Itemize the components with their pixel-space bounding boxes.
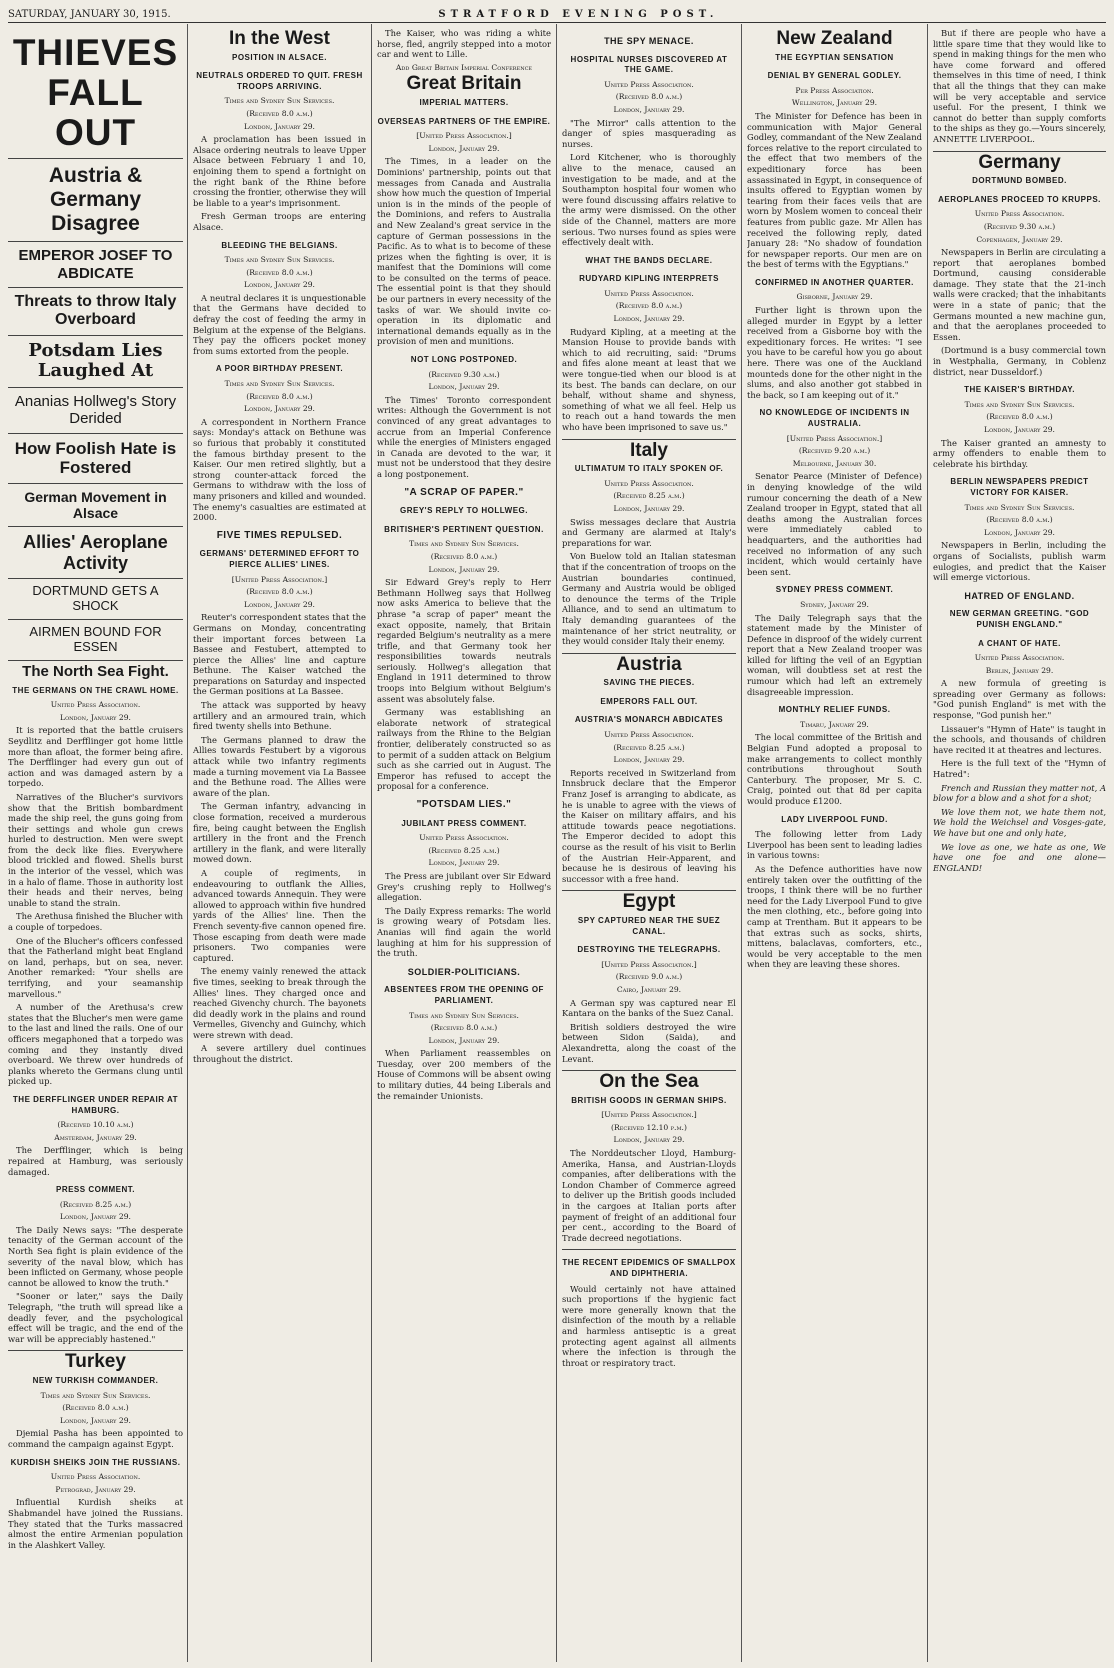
received: (Received 8.0 a.m.) bbox=[615, 301, 683, 311]
dateline: London, January 29. bbox=[613, 314, 685, 324]
dateline: Petrograd, January 29. bbox=[55, 1484, 136, 1494]
dateline: Sydney, January 29. bbox=[800, 599, 869, 609]
section-new-zealand: New Zealand bbox=[776, 28, 893, 49]
received: (Received 8.0 a.m.) bbox=[430, 1023, 498, 1033]
byline: United Press Association. bbox=[604, 730, 694, 740]
section-turkey: Turkey bbox=[65, 1351, 126, 1373]
paragraph: The Daily Telegraph says that the statement made by the Minister of Defence in disproof of the widely current report that a New Zealand trooper was killed for lifting the veil of an Egyptian woman, will doubtless set at rest the rumour which had left an extremely disagreeable impression. bbox=[747, 612, 922, 697]
headline-potsdam: Potsdam Lies Laughed At bbox=[8, 336, 183, 388]
byline: [United Press Association.] bbox=[786, 433, 883, 443]
column-6 bbox=[933, 28, 1106, 1662]
subhead: OVERSEAS PARTNERS OF THE EMPIRE. bbox=[377, 116, 551, 126]
byline: United Press Association. bbox=[974, 653, 1065, 663]
received: (Received 9.30 a.m.) bbox=[983, 221, 1056, 231]
paragraph: Influential Kurdish sheiks at Shabmandel have joined the Russians. They stated that the Turks massacred almost the entire Armenian population in the Alashkert Valley. bbox=[8, 1497, 183, 1550]
headline-essen: AIRMEN BOUND FOR ESSEN bbox=[8, 620, 183, 661]
subhead: BRITISHER'S PERTINENT QUESTION. bbox=[384, 524, 544, 534]
masthead-title: STRATFORD EVENING POST. bbox=[438, 8, 719, 20]
note: Add Great Britain Imperial Conference bbox=[395, 62, 533, 72]
subhead: LADY LIVERPOOL FUND. bbox=[781, 814, 888, 824]
masthead-date: SATURDAY, JANUARY 30, 1915. bbox=[8, 8, 171, 20]
section-italy: Italy bbox=[629, 439, 669, 461]
paragraph: Von Buelow told an Italian statesman that if the concentration of troops on the Austrian boundaries continued, Germany and Austria would be obliged to denounce the terms of the Triple Alliance, and to send an ultimatum to Italy demanding guarantees of the maintenance of her strict neutrality, or they would consider Italy their enemy. bbox=[562, 551, 736, 647]
subhead: "A SCRAP OF PAPER." bbox=[404, 486, 524, 498]
subhead: RUDYARD KIPLING INTERPRETS bbox=[579, 274, 719, 284]
dateline: London, January 29. bbox=[60, 712, 131, 722]
paragraph: Reports received in Switzerland from Innsbruck declare that the Emperor Franz Josef is arranging to abdicate, as he is unable to agree with the views of the Kaiser on military affairs, and his attitude towards peace negotiations. The Emperor decided to adopt this course as the result of his visit to Berlin of the Austrian Heir-Apparent, and because he is desirous of leaving his successor with a free hand. bbox=[562, 767, 736, 884]
dateline: London, January 29. bbox=[60, 1415, 131, 1425]
dateline: London, January 29. bbox=[244, 404, 315, 414]
paragraph: When Parliament reassembles on Tuesday, over 200 members of the House of Commons will be absent owing to military duties, 44 being Liberals and the remainder Unionists. bbox=[377, 1048, 551, 1101]
paragraph: Narratives of the Blucher's survivors show that the British bombardment made the ship reel, the guns going from their settings and whole gun crews hurled to destruction. Men were swept from the deck like flies. Everywhere blood trickled and flowed. Shells burst in the interior of the vessel, which was in a halo of flame. Those in authority lost their heads and their nerves, being unable to stand the strain. bbox=[8, 791, 183, 908]
received: (Received 8.25 a.m.) bbox=[613, 742, 685, 752]
subhead: SOLDIER-POLITICIANS. bbox=[407, 966, 521, 977]
dateline: Berlin, January 29. bbox=[985, 665, 1054, 675]
received: (Received 8.0 a.m.) bbox=[430, 551, 498, 561]
subhead: POSITION IN ALSACE. bbox=[232, 52, 327, 62]
subhead: NEUTRALS ORDERED TO QUIT. FRESH TROOPS ARRIVING. bbox=[196, 71, 363, 91]
dateline: Cairo, January 29. bbox=[616, 984, 682, 994]
verse: We love them not, we hate them not, We hold the Weichsel and Vosges-gate, We have but one and only hate, bbox=[933, 806, 1106, 838]
subhead: THE SPY MENACE. bbox=[604, 36, 694, 46]
byline: Times and Sydney Sun Services. bbox=[409, 539, 519, 549]
section-germany: Germany bbox=[978, 151, 1061, 173]
received: (Received 8.0 a.m.) bbox=[62, 1403, 129, 1413]
received: (Received 12.10 p.m.) bbox=[611, 1122, 687, 1132]
paragraph: The local committee of the British and Belgian Fund adopted a proposal to make arrangements to collect monthly contributions throughout South Canterbury. The proposer, Mr S. C. Craig, pointed out that 8d per capita would produce £1200. bbox=[747, 732, 922, 806]
subhead: BRITISH GOODS IN GERMAN SHIPS. bbox=[571, 1095, 727, 1105]
section-great-britain: Great Britain bbox=[406, 73, 522, 95]
subhead: NOT LONG POSTPONED. bbox=[410, 355, 518, 365]
byline: United Press Association. bbox=[604, 79, 694, 89]
subhead: GREY'S REPLY TO HOLLWEG. bbox=[400, 506, 528, 516]
paragraph: The Times' Toronto correspondent writes: Although the Government is not convinced of any great advantages to accrue from an Imperial Conference while the energies of Ministers engaged in Canada are devoted to the war, it must not be understood that they desire a long postponement. bbox=[377, 394, 551, 479]
dateline: London, January 29. bbox=[428, 564, 500, 574]
paragraph: The Derfflinger, which is being repaired at Hamburg, was seriously damaged. bbox=[8, 1145, 183, 1177]
subhead: HOSPITAL NURSES DISCOVERED AT THE GAME. bbox=[570, 54, 728, 75]
byline: Times and Sydney Sun Services. bbox=[40, 1390, 151, 1400]
dateline: London, January 29. bbox=[984, 527, 1055, 537]
paragraph: It is reported that the battle cruisers Seydlitz and Derfflinger got home little more than afloat, the former being afire. The Derfflinger had every gun out of action and was damaged astern by a torpedo. bbox=[8, 725, 183, 789]
subhead: A CHANT OF HATE. bbox=[978, 638, 1061, 648]
verse: We love as one, we hate as one, We have one foe and one alone—ENGLAND! bbox=[933, 841, 1106, 873]
verse: French and Russian they matter not, A blow for a blow and a shot for a shot; bbox=[933, 782, 1106, 804]
subhead: THE EGYPTIAN SENSATION bbox=[775, 52, 894, 62]
paragraph: The enemy vainly renewed the attack five times, seeking to break through the Allies' lines. They charged once and reached Givenchy church. The bayonets did deadly work in the plains and round Vermelles, Givenchy and Guinchy, which were strewn with dead. bbox=[193, 966, 366, 1040]
paragraph: Germany was establishing an elaborate network of strategical railways from the Rhine to the Belgian frontier, deliberately constructed so as to permit of a sudden attack on Belgium such as she carried out in August. The Emperor has refused to accept the proposal for a conference. bbox=[377, 707, 551, 792]
paragraph: A couple of regiments, in endeavouring to outflank the Allies, advanced towards Annequin. They were allowed to approach within five hundred yards of the Allies' line. Then the French seventy-five cannon opened fire. Those escaping from death were made prisoners. Two companies were captured. bbox=[193, 867, 366, 963]
byline: [United Press Association.] bbox=[231, 574, 328, 584]
dateline: London, January 29. bbox=[60, 1212, 131, 1222]
subhead: DENIAL BY GENERAL GODLEY. bbox=[767, 71, 902, 81]
paragraph: Senator Pearce (Minister of Defence) in denying knowledge of the wild rumour concerning the death of a New Zealand trooper in Egypt, stated that all deaths among the Australian forces were immediately cabled to headquarters, and the authorities had received no information of any such incident, which would certainly have been sent. bbox=[747, 471, 922, 577]
headline-alsace: German Movement in Alsace bbox=[8, 484, 183, 527]
subhead: FIVE TIMES REPULSED. bbox=[216, 529, 343, 541]
subhead: PRESS COMMENT. bbox=[55, 1185, 135, 1195]
paragraph: A new formula of greeting is spreading over Germany as follows: "God punish England" is met with the response, "God punish her." bbox=[933, 678, 1106, 721]
paragraph: The following letter from Lady Liverpool has been sent to leading ladies in various towns: bbox=[747, 829, 922, 861]
section-north-sea: The North Sea Fight. bbox=[22, 662, 169, 680]
byline: Times and Sydney Sun Services. bbox=[224, 379, 335, 389]
dateline: Wellington, January 29. bbox=[791, 98, 878, 108]
subhead: NEW TURKISH COMMANDER. bbox=[32, 1376, 159, 1386]
headline-italy: Threats to throw Italy Overboard bbox=[8, 288, 183, 336]
paragraph: As the Defence authorities have now entirely taken over the outfitting of the troops, I think there will be no further need for the Lady Liverpool Fund to give the men clothing, etc., before going into camp at Trentham. But it appears to be that extras such as socks, shirts, mittens, balaclavas, comforters, etc., would be very acceptable to the men when they are leaving these shores. bbox=[747, 863, 922, 970]
received: (Received 9.20 a.m.) bbox=[798, 446, 871, 456]
masthead bbox=[8, 6, 1106, 23]
byline: Per Press Association. bbox=[795, 85, 874, 95]
received: (Received 8.0 a.m.) bbox=[246, 267, 313, 277]
paragraph: Sir Edward Grey's reply to Herr Bethmann Hollweg says that Hollweg now asks America to believe that the phrase "a scrap of paper" meant the exact opposite, namely, that Britain regarded Belgium's neutrality as a mere trifle, and that Germany took her responsibilities towards neutrals seriously. Hollweg's allegation that England in 1911 determined to throw troops into Belgium without Belgium's assent was absolutely false. bbox=[377, 577, 551, 704]
byline: Times and Sydney Sun Services. bbox=[409, 1010, 519, 1020]
subhead: KURDISH SHEIKS JOIN THE RUSSIANS. bbox=[10, 1457, 181, 1467]
subhead: JUBILANT PRESS COMMENT. bbox=[401, 818, 527, 828]
paragraph: "Sooner or later," says the Daily Telegraph, "the truth will spread like a deadly fever, and the psychological effect will be tragic, and the end of the war will be appreciably hastened." bbox=[8, 1291, 183, 1344]
subhead: NEW GERMAN GREETING. "GOD PUNISH ENGLAND." bbox=[949, 609, 1090, 629]
dateline: London, January 29. bbox=[244, 599, 315, 609]
byline: United Press Association. bbox=[419, 833, 509, 843]
dateline: London, January 29. bbox=[613, 1135, 685, 1145]
received: (Received 8.0 a.m.) bbox=[986, 412, 1053, 422]
paragraph: A severe artillery duel continues throughout the district. bbox=[193, 1043, 366, 1065]
subhead: AUSTRIA'S MONARCH ABDICATES bbox=[574, 715, 724, 725]
paragraph: Reuter's correspondent states that the Germans on Monday, concentrating their important forces between La Bassee and Festubert, attempted to pierce the Allies' line and capture Bethune. The Kaiser watched the preparations on Saturday and inspected the German positions at La Bassee. bbox=[193, 612, 366, 697]
dateline: London, January 29. bbox=[428, 858, 500, 868]
dateline: London, January 29. bbox=[428, 143, 500, 153]
paragraph: A correspondent in Northern France says: Monday's attack on Bethune was so furious that probably it constituted the famous birthday present to the Kaiser. Our men retired slightly, but a strong counter-attack forced the Germans to withdraw with the loss of many prisoners and killed and wounded. The enemy's casualties are estimated at 2000. bbox=[193, 416, 366, 523]
subhead: ULTIMATUM TO ITALY SPOKEN OF. bbox=[574, 464, 724, 474]
paragraph: The Arethusa finished the Blucher with a couple of torpedoes. bbox=[8, 911, 183, 933]
subhead: CONFIRMED IN ANOTHER QUARTER. bbox=[755, 277, 914, 287]
received: (Received 8.0 a.m.) bbox=[246, 391, 313, 401]
paragraph: A neutral declares it is unquestionable that the Germans have decided to defray the cost of feeding the army in Belgium at the expense of the Belgians. They pay the officers pocket money from sums extorted from the people. bbox=[193, 292, 366, 356]
byline: United Press Association. bbox=[50, 1472, 141, 1482]
dateline: Melbourne, January 30. bbox=[792, 458, 877, 468]
byline: United Press Association. bbox=[604, 288, 694, 298]
received: (Received 8.25 a.m.) bbox=[613, 491, 685, 501]
subhead: DORTMUND BOMBED. bbox=[972, 176, 1067, 186]
paragraph: The attack was supported by heavy artillery and an armoured train, which fired twenty shells into Bethune. bbox=[193, 700, 366, 732]
dateline: London, January 29. bbox=[428, 1035, 500, 1045]
paragraph: A German spy was captured near El Kantara on the banks of the Suez Canal. bbox=[562, 997, 736, 1019]
headline-dortmund: DORTMUND GETS A SHOCK bbox=[8, 579, 183, 620]
subhead: AEROPLANES PROCEED TO KRUPPS. bbox=[938, 194, 1101, 204]
paragraph: Further light is thrown upon the alleged murder in Egypt by a letter received from a Gisborne boy with the expeditionary forces. He writes: "I see you have to be careful how you go about here. There was one of the Auckland mounteds done for the other night in the slums, and also another got stabbed in the back, so I am keeping out of it." bbox=[747, 305, 922, 400]
received: (Received 8.25 a.m.) bbox=[59, 1199, 132, 1209]
received: (Received 8.0 a.m.) bbox=[246, 108, 313, 118]
subhead: THE GERMANS ON THE CRAWL HOME. bbox=[12, 685, 179, 695]
headline-austria-germany: Austria & Germany Disagree bbox=[8, 159, 183, 242]
paragraph: Rudyard Kipling, at a meeting at the Mansion House to provide bands with which to aid recruiting, said: "Drums and fifes alone meant at least that we were tongue-tied when our blood is at its best. The bands can declare, on our behalf, without shame and shyness, something of what we all feel. Help us to reach out a hand towards the men who have been imprisoned to save us." bbox=[562, 326, 736, 432]
paragraph: The German infantry, advancing in close formation, received a murderous fire, being caught between the English artillery in the front and the French artillery in the flank, and were literally mowed down. bbox=[193, 801, 366, 865]
subhead: WHAT THE BANDS DECLARE. bbox=[585, 255, 713, 265]
paragraph: The Norddeutscher Lloyd, Hamburg-Amerika, Hansa, and Austrian-Lloyds companies, after deliberations with the London Chamber of Commerce agreed to deliver up the British goods included in the cargoes at Italian ports after payment of freight of an additional four per cent., according to the Board of Trade decreed negotiations. bbox=[562, 1148, 736, 1243]
paragraph: The Germans planned to draw the Allies towards Festubert by a vigorous attack while two infantry regiments made a turning movement via La Bassee and the Bethune road. The Allies were aware of the plan. bbox=[193, 734, 366, 798]
dateline: Copenhagen, January 29. bbox=[976, 234, 1063, 244]
paragraph: Swiss messages declare that Austria and Germany are alarmed at Italy's preparations for war. bbox=[562, 516, 736, 548]
paragraph: The Kaiser, who was riding a white horse, fled, angrily stepped into a motor car and went to Lille. bbox=[377, 28, 551, 60]
paragraph: The Kaiser granted an amnesty to army offenders to enable them to celebrate his birthday. bbox=[933, 437, 1106, 469]
dateline: London, January 29. bbox=[613, 755, 685, 765]
paragraph: Here is the full text of the "Hymn of Hatred": bbox=[933, 758, 1106, 780]
subhead: IMPERIAL MATTERS. bbox=[419, 97, 509, 107]
subhead: SAVING THE PIECES. bbox=[603, 678, 695, 688]
column-4 bbox=[562, 28, 736, 1662]
byline: Times and Sydney Sun Services. bbox=[224, 96, 335, 106]
subhead: BERLIN NEWSPAPERS PREDICT VICTORY FOR KAISER. bbox=[950, 477, 1089, 497]
subhead: BLEEDING THE BELGIANS. bbox=[221, 240, 338, 250]
dateline: London, January 29. bbox=[428, 382, 500, 392]
byline: Times and Sydney Sun Services. bbox=[964, 502, 1075, 512]
subhead: SPY CAPTURED NEAR THE SUEZ CANAL. bbox=[577, 915, 721, 936]
paragraph: The Daily Express remarks: The world is growing weary of Potsdam lies. Ananias will find again the world laughing at him for his suppression of the truth. bbox=[377, 905, 551, 959]
subhead: MONTHLY RELIEF FUNDS. bbox=[778, 705, 891, 715]
subhead: DESTROYING THE TELEGRAPHS. bbox=[577, 945, 721, 955]
received: (Received 8.0 a.m.) bbox=[615, 92, 683, 102]
byline: Times and Sydney Sun Services. bbox=[224, 255, 335, 265]
paragraph: Would certainly not have attained such proportions if the hygienic fact were more generally known that the disinfection of the mouth by a reliable and harmless antiseptic is a great protecting agent against all ailments where the infection is through the throat or respiratory tract. bbox=[562, 1283, 736, 1368]
section-in-the-west: In the West bbox=[229, 28, 330, 49]
subhead: EMPERORS FALL OUT. bbox=[600, 696, 698, 706]
received: (Received 9.30 a.m.) bbox=[428, 369, 500, 379]
received: (Received 8.0 a.m.) bbox=[986, 515, 1053, 525]
byline: [United Press Association.] bbox=[601, 959, 697, 969]
paragraph: Newspapers in Berlin, including the organs of Socialists, publish warm eulogies, and predict that the Kaiser will emerge victorious. bbox=[933, 540, 1106, 583]
dateline: Timaru, January 29. bbox=[800, 719, 869, 729]
paragraph: The Daily News says: "The desperate tenacity of the German account of the North Sea fight is plain evidence of the severity of the naval blow, which has been inflicted on Germany, whose people cannot be allowed to know the truth." bbox=[8, 1224, 183, 1288]
subhead: ABSENTEES FROM THE OPENING OF PARLIAMENT. bbox=[384, 985, 544, 1005]
paragraph: Fresh German troops are entering Alsace. bbox=[193, 211, 366, 232]
subhead: A POOR BIRTHDAY PRESENT. bbox=[215, 364, 344, 374]
dateline: London, January 29. bbox=[613, 104, 685, 114]
subhead: HATRED OF ENGLAND. bbox=[964, 590, 1075, 601]
byline: Times and Sydney Sun Services. bbox=[964, 399, 1075, 409]
received: (Received 9.0 a.m.) bbox=[615, 972, 683, 982]
paragraph: (Dortmund is a busy commercial town in Westphalia, Germany, in Coblenz district, near Dusseldorf.) bbox=[933, 345, 1106, 377]
section-on-the-sea: On the Sea bbox=[599, 1071, 699, 1093]
paragraph: The Times, in a leader on the Dominions' partnership, points out that messages from Canada and Australia show how much the question of Imperial union is in the minds of the people of the Dominions, and refers to Australia and New Zealand's great service in the capture of German possessions in the Pacific. As to what is to become of these prizes when the fighting is over, it is manifest that the Dominions will come to be consulted on the terms of peace. The essential point is that they should be our partners in every necessity of the tasks of war. We should invite co-operation in its diplomatic and international demands equally as in the provision of men and munitions. bbox=[377, 156, 551, 347]
received: (Received 8.25 a.m.) bbox=[428, 845, 500, 855]
received: (Received 10.10 a.m.) bbox=[57, 1120, 134, 1130]
column-5 bbox=[747, 28, 922, 1662]
headline-foolish-hate: How Foolish Hate is Fostered bbox=[8, 434, 183, 484]
paragraph: Newspapers in Berlin are circulating a report that aeroplanes bombed Dortmund, causing considerable damage. They state that the 21-inch walls were cracked; that the inhabitants were in a state of panic; that the Germans mounted a new machine gun, and that the aeroplanes proceeded to Essen. bbox=[933, 247, 1106, 342]
headline-aeroplane: Allies' Aeroplane Activity bbox=[8, 527, 183, 579]
column-3 bbox=[377, 28, 551, 1662]
section-egypt: Egypt bbox=[622, 891, 676, 913]
dateline: Gisborne, January 29. bbox=[796, 292, 873, 302]
headline-hollweg: Ananias Hollweg's Story Derided bbox=[8, 388, 183, 434]
byline: [United Press Association.] bbox=[601, 1110, 697, 1120]
dateline: London, January 29. bbox=[984, 425, 1055, 434]
paragraph: A proclamation has been issued in Alsace ordering neutrals to leave Upper Alsace between February 1 and 10, enjoining them to spend a fortnight on the right bank of the Rhine before crossing the frontier, otherwise they will be liable to a year's imprisonment. bbox=[193, 134, 366, 208]
subhead: THE KAISER'S BIRTHDAY. bbox=[964, 385, 1075, 395]
column-2 bbox=[193, 28, 366, 1662]
subhead: NO KNOWLEDGE OF INCIDENTS IN AUSTRALIA. bbox=[759, 408, 910, 428]
byline: [United Press Association.] bbox=[416, 131, 512, 141]
paragraph: One of the Blucher's officers confessed that the Fatherland might beat England on land, perhaps, but on sea, never. Another remarked: "Your shells are terrifying, and your seamanship marvellous." bbox=[8, 935, 183, 999]
subhead: THE DERFFLINGER UNDER REPAIR AT HAMBURG. bbox=[12, 1094, 179, 1115]
paragraph: British soldiers destroyed the wire between Sidon (Saida), and Alexandretta, along the coast of the Levant. bbox=[562, 1021, 736, 1064]
headline-emperor-josef: EMPEROR JOSEF TO ABDICATE bbox=[8, 242, 183, 288]
paragraph: The Press are jubilant over Sir Edward Grey's crushing reply to Hollweg's allegation. bbox=[377, 870, 551, 903]
dateline: London, January 29. bbox=[244, 280, 315, 290]
subhead: THE RECENT EPIDEMICS OF SMALLPOX AND DIPHTHERIA. bbox=[562, 1258, 736, 1278]
byline: United Press Association. bbox=[50, 700, 141, 710]
headline-thieves: THIEVES FALL OUT bbox=[8, 28, 183, 159]
paragraph: But if there are people who have a little spare time that they would like to spend in making things for the men who have come forward and offered themselves in this time of need, I think that all the things that they can make will be very acceptable and service useful. For the present, I think we cannot do better than supply comforts to the ships as they go.—Yours sincerely, ANNETTE LIVERPOOL. bbox=[933, 28, 1106, 144]
paragraph: "The Mirror" calls attention to the danger of spies masquerading as nurses. bbox=[562, 117, 736, 149]
paragraph: Djemial Pasha has been appointed to command the campaign against Egypt. bbox=[8, 1428, 183, 1449]
subhead: "POTSDAM LIES." bbox=[416, 799, 512, 810]
paragraph: A number of the Arethusa's crew states that the Blucher's men were game to the last and lined the rails. One of our officers megaphoned that a torpedo was coming and they instantly dived overboard. We threw over hundreds of planks whereto the Germans clung until picked up. bbox=[8, 1002, 183, 1087]
received: (Received 8.0 a.m.) bbox=[246, 587, 313, 597]
column-1 bbox=[8, 28, 183, 1662]
byline: United Press Association. bbox=[604, 478, 694, 488]
dateline: London, January 29. bbox=[613, 503, 685, 513]
paragraph: Lissauer's "Hymn of Hate" is taught in the schools, and thousands of children have recited it at theatres and lectures. bbox=[933, 723, 1106, 755]
subhead: SYDNEY PRESS COMMENT. bbox=[775, 585, 894, 595]
paragraph: The Minister for Defence has been in communication with Major General Godley, commandant of the New Zealand forces relative to the report circulated to the effect that two members of the expeditionary force has been assassinated in Egypt, in consequence of insults offered to Egyptian women by tearing from their faces veils that are worn by Moslem women to conceal their features from public gaze. Mr Allen has received the following reply, dated January 28: "No shadow of foundation for newspaper reports. Our men are on the best of terms with the Egyptians." bbox=[747, 110, 922, 270]
dateline: Amsterdam, January 29. bbox=[54, 1132, 137, 1142]
dateline: London, January 29. bbox=[244, 121, 315, 131]
byline: United Press Association. bbox=[974, 209, 1065, 219]
subhead: GERMANS' DETERMINED EFFORT TO PIERCE ALLIES' LINES. bbox=[199, 549, 360, 569]
paragraph: Lord Kitchener, who is thoroughly alive to the menace, caused an investigation to be made, and at the Southampton hospital four women who were found discussing affairs relative to the army were dismissed. On the other side of the Channel, matters are more serious. Two nurses found as spies were effectively dealt with. bbox=[562, 152, 736, 248]
section-austria: Austria bbox=[616, 653, 682, 675]
